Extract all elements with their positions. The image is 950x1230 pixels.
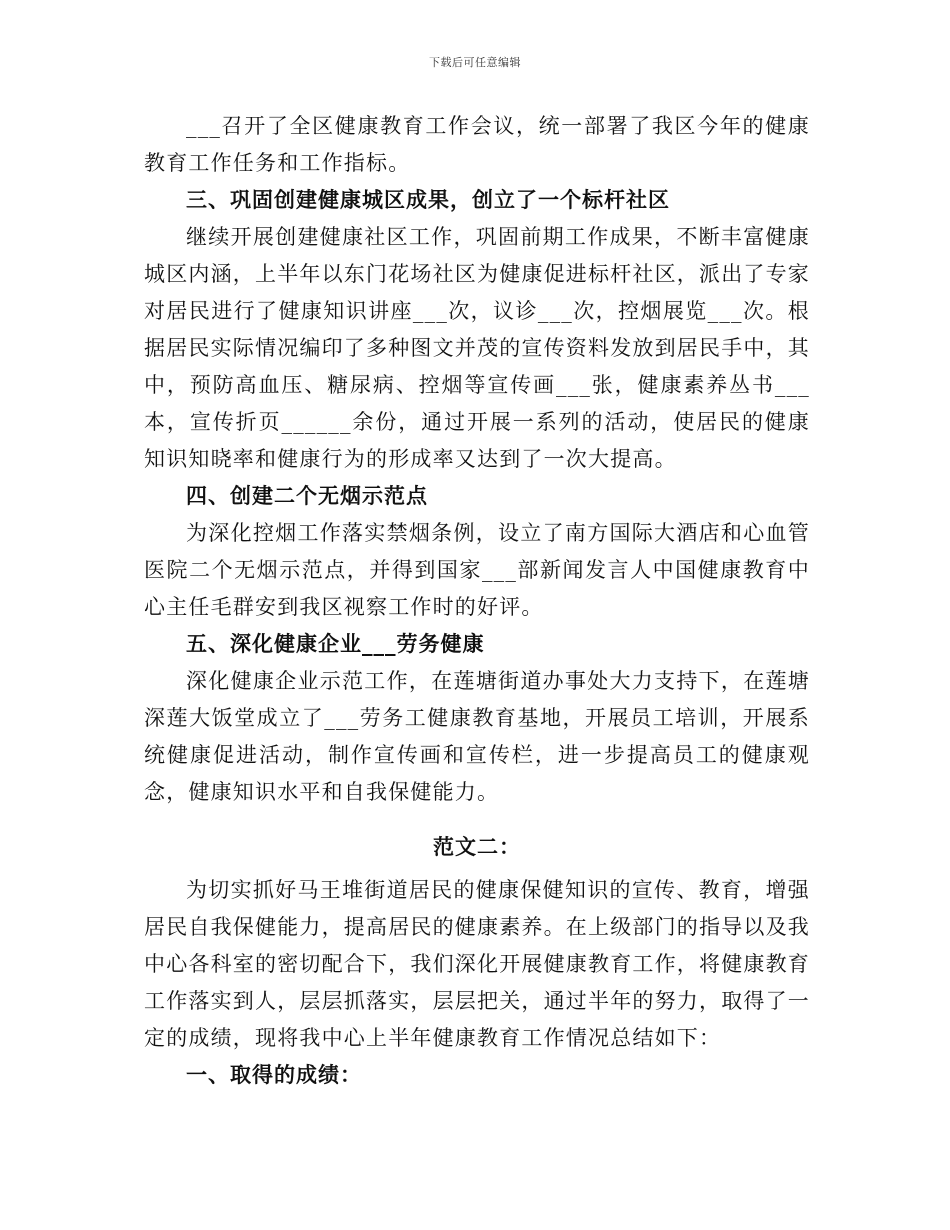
paragraph: 为切实抓好马王堆街道居民的健康保健知识的宣传、教育，增强居民自我保健能力，提高居民的健康素养。在上级部门的指导以及我中心各科室的密切配合下，我们深化开展健康教育工作，将健康教育工作落实到人，层层抓落实，层层把关，通过半年的努力，取得了一定的成绩，现将我中心上半年健康教育工作情况总结如下： <box>144 878 810 1050</box>
page-header-note: 下载后可任意编辑 <box>429 56 521 69</box>
section-heading: 五、深化健康企业___劳务健康 <box>186 632 485 656</box>
paragraph: 为深化控烟工作落实禁烟条例，设立了南方国际大酒店和心血管医院二个无烟示范点，并得到国家___部新闻发言人中国健康教育中心主任毛群安到我区视察工作时的好评。 <box>144 521 810 619</box>
document-body <box>144 108 810 1094</box>
section-heading: 四、创建二个无烟示范点 <box>186 484 428 508</box>
sample-title: 范文二： <box>433 835 521 859</box>
paragraph: 继续开展创建健康社区工作，巩固前期工作成果，不断丰富健康城区内涵，上半年以东门花场社区为健康促进标杆社区，派出了专家对居民进行了健康知识讲座___次，议诊___次，控烟展览___次。根据居民实际情况编印了多种图文并茂的宣传资料发放到居民手中，其中，预防高血压、糖尿病、控烟等宣传画___张，健康素养丛书___本，宣传折页______余份，通过开展一系列的活动，使居民的健康知识知晓率和健康行为的形成率又达到了一次大提高。 <box>144 225 810 471</box>
section-heading: 三、巩固创建健康城区成果，创立了一个标杆社区 <box>186 188 670 212</box>
section-heading: 一、取得的成绩： <box>186 1063 362 1087</box>
paragraph: 深化健康企业示范工作，在莲塘街道办事处大力支持下，在莲塘深莲大饭堂成立了___劳务工健康教育基地，开展员工培训，开展系统健康促进活动，制作宣传画和宣传栏，进一步提高员工的健康观念，健康知识水平和自我保健能力。 <box>144 669 810 804</box>
paragraph: ___召开了全区健康教育工作会议，统一部署了我区今年的健康教育工作任务和工作指标。 <box>144 114 810 175</box>
